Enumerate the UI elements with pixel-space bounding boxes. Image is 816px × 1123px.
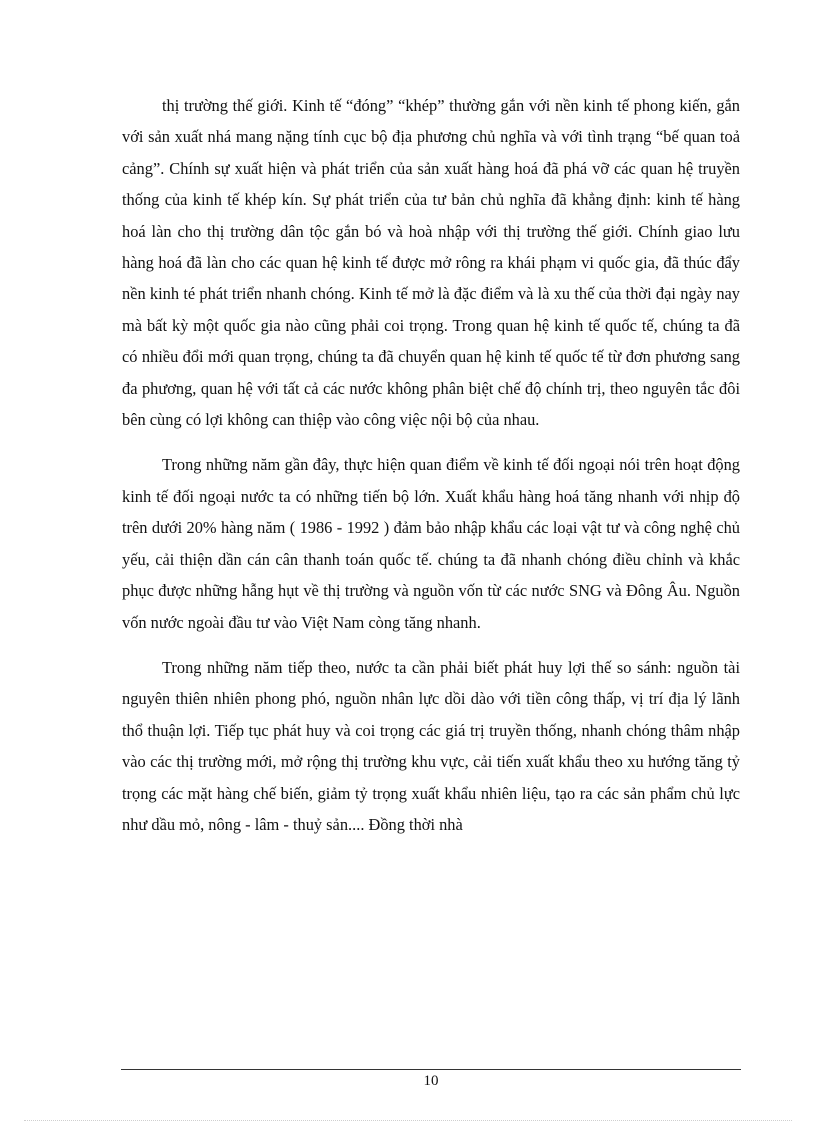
- paragraph-3: Trong những năm tiếp theo, nước ta cần phải biết phát huy lợi thế so sánh: nguồn tài nguyên thiên nhiên phong phó, nguồn nhân lực dồi dào với tiền công thấp, vị trí địa lý lãnh thổ thuận lợi. Tiếp tục phát huy và coi trọng các giá trị truyền thống, nhanh chóng thâm nhập vào các thị trường mới, mở rộng thị trường khu vực, cải tiến xuất khẩu theo xu hướng tăng tỷ trọng các mặt hàng chế biến, giảm tỷ trọng xuất khẩu nhiên liệu, tạo ra các sản phẩm chủ lực như dầu mỏ, nông - lâm - thuỷ sản.... Đồng thời nhà: [122, 657, 740, 834]
- page-number: 10: [423, 1073, 439, 1089]
- page-bottom-edge: [24, 1120, 792, 1121]
- body-text: [122, 90, 740, 854]
- paragraph-1: thị trường thế giới. Kinh tế “đóng” “khép” thường gắn với nền kinh tế phong kiến, gắn với sản xuất nhá mang nặng tính cục bộ địa phương chủ nghĩa và với tình trạng “bế quan toả cảng”. Chính sự xuất hiện và phát triển của sản xuất hàng hoá đã phá vỡ các quan hệ truyền thống của kinh tế khép kín. Sự phát triển của tư bản chủ nghĩa đã khẳng định: kinh tế hàng hoá làn cho thị trường dân tộc gắn bó và hoà nhập với thị trường thế giới. Chính giao lưu hàng hoá đã làn cho các quan hệ kinh tế được mở rông ra khái phạm vi quốc gia, đã thúc đẩy nền kinh té phát triển nhanh chóng. Kinh tế mở là đặc điểm và là xu thế của thời đại ngày nay mà bất kỳ một quốc gia nào cũng phải coi trọng. Trong quan hệ kinh tế quốc tế, chúng ta đã có nhiều đổi mới quan trọng, chúng ta đã chuyển quan hệ kinh tế quốc tế từ đơn phương sang đa phương, quan hệ với tất cả các nước không phân biệt chế độ chính trị, theo nguyên tắc đôi bên cùng có lợi không can thiệp vào công việc nội bộ của nhau.: [122, 96, 740, 430]
- footer-divider: [121, 1069, 741, 1070]
- paragraph-2: Trong những năm gần đây, thực hiện quan điểm về kinh tế đối ngoại nói trên hoạt động kinh tế đối ngoại nước ta có những tiến bộ lớn. Xuất khẩu hàng hoá tăng nhanh với nhịp độ trên dưới 20% hàng năm ( 1986 - 1992 ) đảm bảo nhập khẩu các loại vật tư và công nghệ chủ yếu, cải thiện dần cán cân thanh toán quốc tế. chúng ta đã nhanh chóng điều chỉnh và khắc phục được những hẫng hụt về thị trường và nguồn vốn từ các nước SNG và Đông Âu. Nguồn vốn nước ngoài đầu tư vào Việt Nam còng tăng nhanh.: [122, 455, 740, 632]
